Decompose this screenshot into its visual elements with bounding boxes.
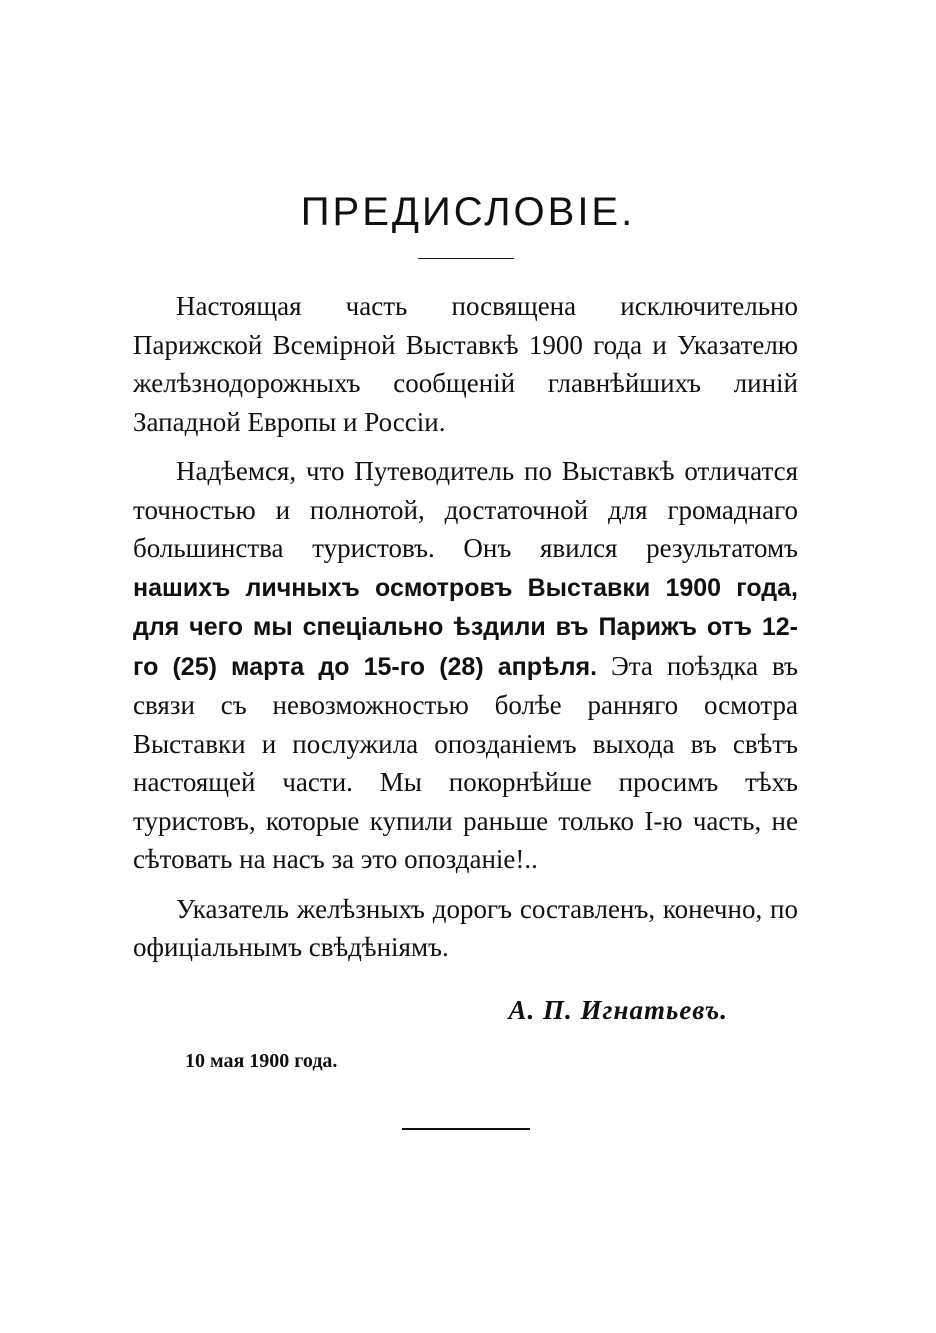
paragraph-1: Настоящая часть посвящена исключительно Парижской Всемірной Выставкѣ 1900 года и Указателю желѣзнодорожныхъ сообщеній главнѣйшихъ линій Западной Европы и Россіи. bbox=[133, 291, 798, 437]
author-signature: А. П. Игнатьевъ. bbox=[508, 995, 728, 1025]
preface-date: 10 мая 1900 года. bbox=[185, 1050, 338, 1072]
bottom-divider bbox=[402, 1128, 530, 1130]
paragraph-2-lead: Надѣемся, что Путеводитель по Выставкѣ отличатся точностью и полнотой, достаточной для громаднаго большинства туристовъ. Онъ явился результатомъ bbox=[133, 456, 798, 563]
title-divider bbox=[418, 258, 514, 259]
paragraph-2-tail: Эта поѣздка въ связи съ невозможностью болѣе ранняго осмотра Выставки и послужила опозданіемъ выхода въ свѣтъ настоящей части. Мы покорнѣйше просимъ тѣхъ туристовъ, которые купили раньше только I-ю часть, не сѣтовать на насъ за это опозданіе!.. bbox=[133, 650, 799, 874]
page-title: ПРЕДИСЛОВІЕ. bbox=[300, 190, 636, 234]
preface-body bbox=[133, 287, 798, 967]
paragraph-2-bold: нашихъ личныхъ осмотровъ Выставки 1900 года, для чего мы спеціально ѣздили въ Парижъ отъ 12-го (25) марта до 15-го (28) апрѣля. bbox=[133, 573, 798, 681]
paragraph-3: Указатель желѣзныхъ дорогъ составленъ, конечно, по офиціальнымъ свѣдѣніямъ. bbox=[133, 893, 798, 962]
paragraph-2 bbox=[133, 452, 798, 879]
